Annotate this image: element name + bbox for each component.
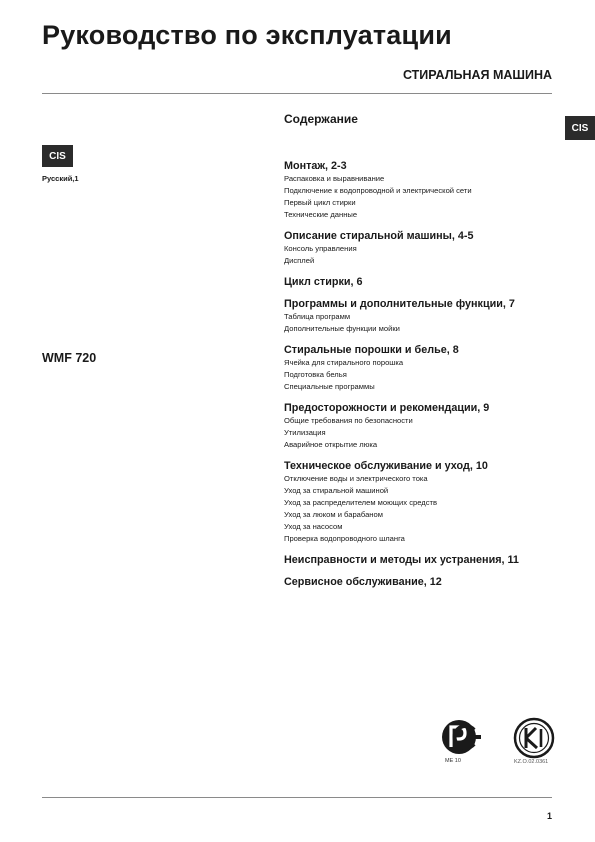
pct-certification-icon	[441, 716, 483, 758]
toc-subitem[interactable]: Аварийное открытие люка	[284, 440, 378, 449]
toc-subitem[interactable]: Отключение воды и электрического тока	[284, 474, 428, 483]
language-tab[interactable]: CIS	[565, 116, 595, 140]
toc-section-title[interactable]: Стиральные порошки и белье, 8	[284, 344, 459, 356]
toc-subitem[interactable]: Подключение к водопроводной и электрической сети	[284, 186, 472, 195]
footer-divider	[42, 797, 552, 798]
toc-subitem[interactable]: Подготовка белья	[284, 370, 347, 379]
model-name: WMF 720	[42, 351, 97, 365]
toc-subitem[interactable]: Уход за стиральной машиной	[284, 486, 389, 495]
toc-section	[284, 401, 559, 451]
language-badge: CIS	[42, 145, 73, 167]
language-label[interactable]: Русский,1	[42, 174, 79, 183]
pct-certification-code: ME 10	[445, 758, 461, 764]
certification-marks	[441, 716, 559, 766]
kz-certification-icon	[513, 717, 555, 759]
toc-section-title[interactable]: Неисправности и методы их устранения, 11	[284, 554, 519, 566]
toc-section-title[interactable]: Описание стиральной машины, 4-5	[284, 230, 474, 242]
toc-section	[284, 343, 559, 393]
toc-subitem[interactable]: Уход за распределителем моющих средств	[284, 498, 438, 507]
toc-subitem[interactable]: Распаковка и выравнивание	[284, 174, 385, 183]
toc-subitem[interactable]: Проверка водопроводного шланга	[284, 534, 405, 543]
kz-certification-code: KZ.O.02.0361	[514, 759, 549, 765]
toc-subitem[interactable]: Утилизация	[284, 428, 326, 437]
header-divider	[42, 93, 552, 94]
toc-subitem[interactable]: Уход за люком и барабаном	[284, 510, 383, 519]
toc-subitem[interactable]: Первый цикл стирки	[284, 198, 356, 207]
toc-section	[284, 159, 559, 221]
toc-subitem[interactable]: Консоль управления	[284, 244, 357, 253]
toc-section-title[interactable]: Предосторожности и рекомендации, 9	[284, 402, 490, 414]
toc-subitem[interactable]: Таблица программ	[284, 312, 351, 321]
toc-section-title[interactable]: Техническое обслуживание и уход, 10	[284, 460, 488, 472]
toc-section	[284, 275, 559, 289]
toc-subitem[interactable]: Общие требования по безопасности	[284, 416, 413, 425]
toc-section-title[interactable]: Монтаж, 2-3	[284, 160, 347, 172]
toc-section-title[interactable]: Сервисное обслуживание, 12	[284, 576, 442, 588]
toc-section	[284, 297, 559, 335]
toc-subitem[interactable]: Специальные программы	[284, 382, 375, 391]
toc-section-title[interactable]: Цикл стирки, 6	[284, 276, 363, 288]
toc-subitem[interactable]: Уход за насосом	[284, 522, 343, 531]
toc-section	[284, 553, 559, 567]
document-subtitle: СТИРАЛЬНАЯ МАШИНА	[402, 68, 552, 82]
toc-subitem[interactable]: Ячейка для стирального порошка	[284, 358, 404, 367]
document-title: Руководство по эксплуатации	[42, 20, 452, 50]
toc-section-title[interactable]: Программы и дополнительные функции, 7	[284, 298, 515, 310]
table-of-contents	[284, 159, 559, 597]
toc-section	[284, 575, 559, 589]
toc-section	[284, 229, 559, 267]
toc-subitem[interactable]: Технические данные	[284, 210, 358, 219]
toc-subitem[interactable]: Дополнительные функции мойки	[284, 324, 400, 333]
toc-section	[284, 459, 559, 545]
toc-heading: Содержание	[284, 112, 358, 126]
toc-subitem[interactable]: Дисплей	[284, 256, 315, 265]
page-number: 1	[546, 811, 552, 821]
